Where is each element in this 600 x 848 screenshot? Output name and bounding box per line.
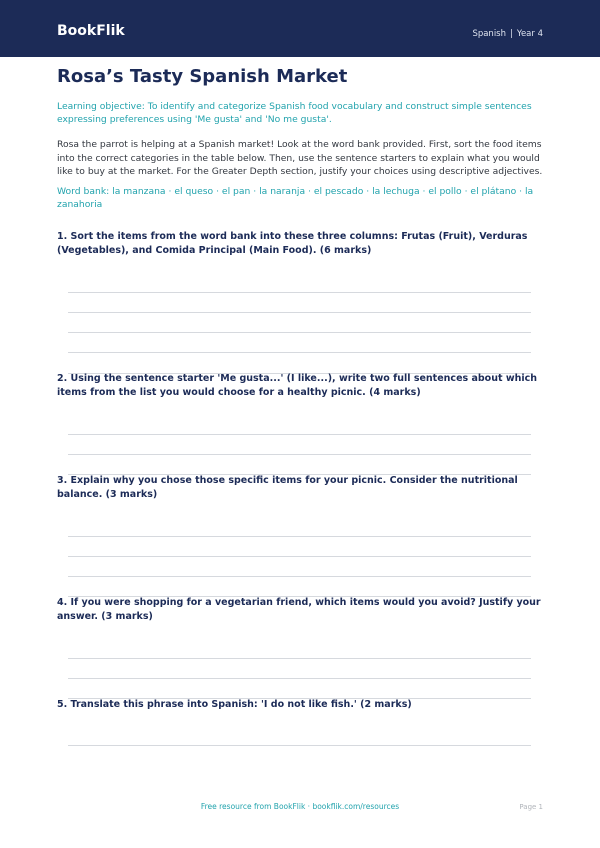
worksheet-title: Rosa’s Tasty Spanish Market bbox=[57, 66, 348, 87]
question-2: 2. Using the sentence starter 'Me gusta...' (I like...), write two full sentences about which items from the list you would choose for a healthy picnic. (4 marks) bbox=[57, 373, 538, 398]
answer-line[interactable] bbox=[68, 454, 531, 455]
subject-label: Spanish bbox=[472, 29, 507, 39]
answer-line[interactable] bbox=[68, 536, 531, 537]
page-number: Page 1 bbox=[519, 803, 543, 811]
answer-line[interactable] bbox=[68, 745, 531, 746]
header-separator: | bbox=[510, 29, 513, 39]
word-bank: Word bank: la manzana · el queso · el pan · la naranja · el pescado · la lechuga · el pollo · el plátano · la zanahoria bbox=[57, 186, 534, 210]
answer-line[interactable] bbox=[68, 556, 531, 557]
subject-year-label bbox=[472, 29, 543, 39]
answer-line[interactable] bbox=[68, 312, 531, 313]
top-banner bbox=[0, 0, 600, 57]
answer-line[interactable] bbox=[68, 292, 531, 293]
answer-line[interactable] bbox=[68, 352, 531, 353]
question-4: 4. If you were shopping for a vegetarian friend, which items would you avoid? Justify your answer. (3 marks) bbox=[57, 597, 541, 622]
intro-paragraph: Rosa the parrot is helping at a Spanish market! Look at the word bank provided. First, sort the food items into the correct categories in the table below. Then, use the sentence starters to explain what you would like to buy at the market. For the Greater Depth section, justify your choices using descriptive adjectives. bbox=[57, 139, 543, 177]
question-3: 3. Explain why you chose those specific items for your picnic. Consider the nutritional balance. (3 marks) bbox=[57, 475, 518, 500]
question-1: 1. Sort the items from the word bank into these three columns: Frutas (Fruit), Verduras (Vegetables), and Comida Principal (Main Food). (6 marks) bbox=[57, 231, 528, 256]
answer-line[interactable] bbox=[68, 576, 531, 577]
brand-logo-text[interactable]: BookFlik bbox=[57, 23, 125, 39]
answer-line[interactable] bbox=[68, 678, 531, 679]
footer-resource-link[interactable]: Free resource from BookFlik · bookflik.com/resources bbox=[200, 802, 400, 811]
learning-objective: Learning objective: To identify and categorize Spanish food vocabulary and construct simple sentences expressing preferences using 'Me gusta' and 'No me gusta'. bbox=[57, 101, 532, 125]
answer-line[interactable] bbox=[68, 434, 531, 435]
answer-line[interactable] bbox=[68, 658, 531, 659]
question-5: 5. Translate this phrase into Spanish: 'I do not like fish.' (2 marks) bbox=[57, 699, 412, 710]
year-label: Year 4 bbox=[516, 29, 543, 39]
answer-line[interactable] bbox=[68, 332, 531, 333]
